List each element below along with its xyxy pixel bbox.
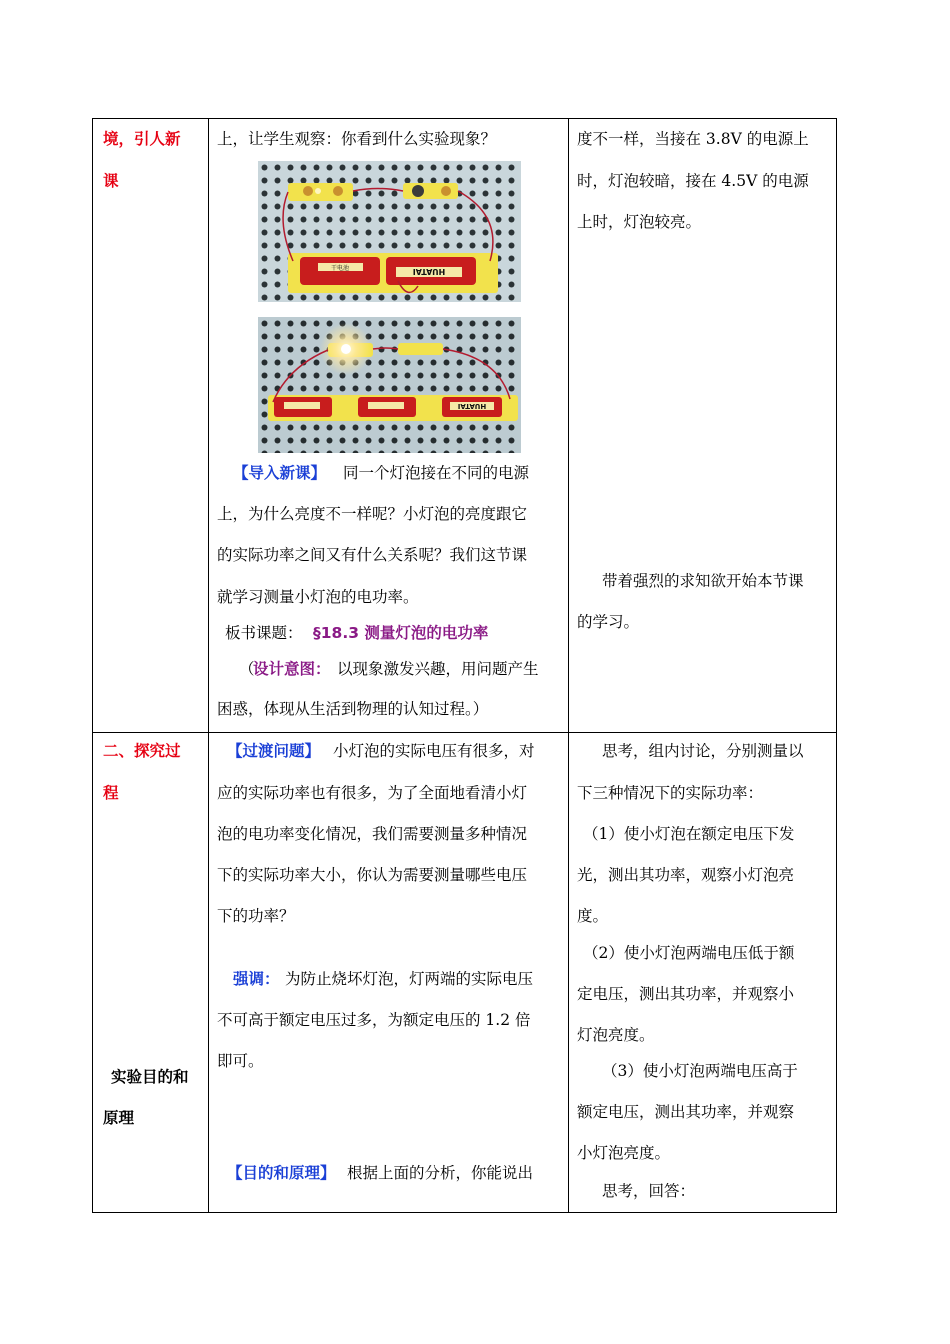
- text-line: 同一个灯泡接在不同的电源: [343, 464, 530, 482]
- text-line: 的实际功率之间又有什么关系呢？我们这节课: [217, 546, 528, 564]
- text-line: 时，灯泡较暗，接在 4.5V 的电源: [577, 172, 809, 190]
- text-line: 小灯泡亮度。: [577, 1144, 671, 1162]
- transition-tag: 【过渡问题】: [227, 742, 321, 760]
- text-line: 应的实际功率也有很多，为了全面地看清小灯: [217, 784, 528, 802]
- text-line: 小灯泡的实际电压有很多，对: [333, 742, 535, 760]
- emphasis-tag: 强调：: [233, 970, 280, 988]
- stage-label-line2: 程: [103, 784, 119, 802]
- circuit-photo-dim: [258, 161, 521, 302]
- lesson-plan-table: [92, 118, 837, 1213]
- text-line: 的学习。: [577, 613, 640, 631]
- text-line: 下的实际功率大小，你认为需要测量哪些电压: [217, 866, 528, 884]
- text-line: 度不一样，当接在 3.8V 的电源上: [577, 130, 809, 148]
- board-title: §18.3 测量灯泡的电功率: [313, 624, 489, 642]
- text-line: 以现象激发兴趣，用问题产生: [337, 660, 539, 678]
- substage-label-line1: 实验目的和: [111, 1068, 189, 1086]
- stage-cell: [93, 119, 209, 733]
- design-tag: 设计意图：: [253, 660, 331, 678]
- text-line: 定电压，测出其功率，并观察小: [577, 985, 795, 1003]
- teacher-activity-cell: [209, 119, 569, 733]
- text-line: 为防止烧坏灯泡，灯两端的实际电压: [285, 970, 534, 988]
- text-line: （2）使小灯泡两端电压低于额: [583, 944, 795, 962]
- goal-tag: 【目的和原理】: [227, 1164, 336, 1182]
- text-line: 即可。: [217, 1052, 264, 1070]
- text-line: 上，为什么亮度不一样呢？小灯泡的亮度跟它: [217, 505, 528, 523]
- text-line: 思考，回答：: [602, 1182, 696, 1200]
- circuit-photo-bright: [258, 317, 521, 453]
- text-line: 不可高于额定电压过多，为额定电压的 1.2 倍: [217, 1011, 531, 1029]
- text-line: 额定电压，测出其功率，并观察: [577, 1103, 795, 1121]
- intro-tag: 【导入新课】: [233, 464, 327, 482]
- text-line: （1）使小灯泡在额定电压下发: [583, 825, 795, 843]
- stage-label-line2: 课: [103, 172, 119, 190]
- board-label: 板书课题：: [225, 624, 303, 642]
- table-row: [93, 733, 837, 1213]
- stage-label-line1: 二、探究过: [103, 742, 181, 760]
- design-open-paren: （: [239, 660, 255, 678]
- battery-label-text: 干电池: [330, 265, 350, 272]
- text-line: 下三种情况下的实际功率：: [577, 784, 764, 802]
- table-row: [93, 119, 837, 733]
- stage-label-line1: 境，引人新: [103, 130, 181, 148]
- text-line: 泡的电功率变化情况，我们需要测量多种情况: [217, 825, 528, 843]
- teacher-activity-cell: [209, 733, 569, 1213]
- stage-cell: [93, 733, 209, 1213]
- substage-label-line2: 原理: [103, 1109, 135, 1127]
- text-line: 根据上面的分析，你能说出: [347, 1164, 534, 1182]
- text-line: （3）使小灯泡两端电压高于: [602, 1062, 798, 1080]
- text-line: 困惑，体现从生活到物理的认知过程。）: [217, 700, 489, 718]
- student-activity-cell: [569, 119, 837, 733]
- text-line: 上，让学生观察：你看到什么实验现象？: [217, 130, 497, 148]
- text-line: 光，测出其功率，观察小灯泡亮: [577, 866, 795, 884]
- text-line: 思考，组内讨论，分别测量以: [602, 742, 804, 760]
- text-line: 带着强烈的求知欲开始本节课: [602, 572, 804, 590]
- battery-brand-text: HUATAI: [412, 267, 446, 276]
- text-line: 度。: [577, 907, 609, 925]
- text-line: 上时，灯泡较亮。: [577, 213, 702, 231]
- student-activity-cell: [569, 733, 837, 1213]
- text-line: 灯泡亮度。: [577, 1026, 655, 1044]
- text-line: 就学习测量小灯泡的电功率。: [217, 588, 419, 606]
- battery-brand-text: HUATAI: [457, 402, 487, 410]
- text-line: 下的功率？: [217, 907, 295, 925]
